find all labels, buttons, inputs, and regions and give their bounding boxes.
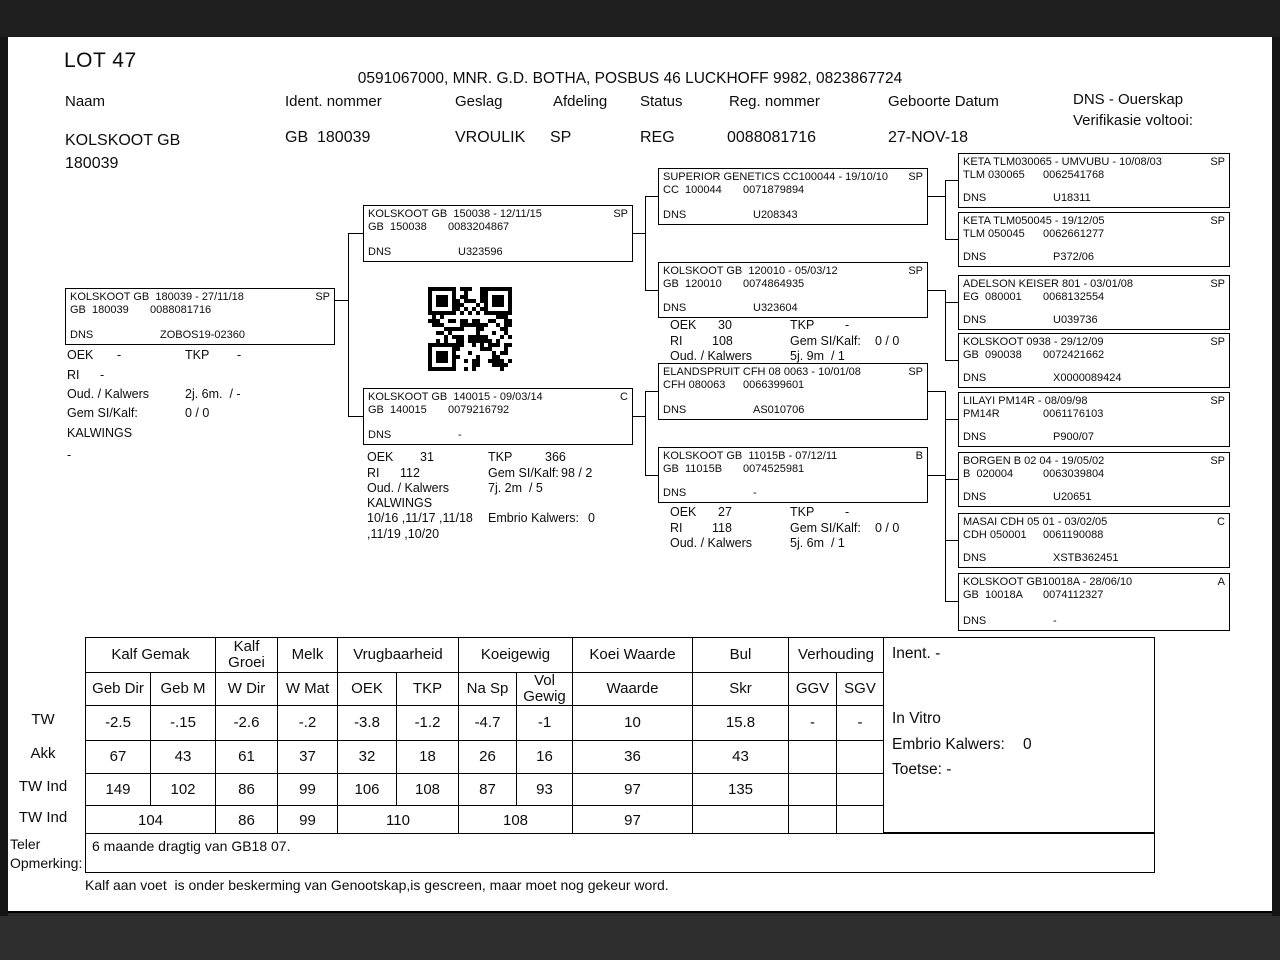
kalwings-value-line2: ,11/19 ,10/20 <box>367 527 440 541</box>
cell: 110 <box>338 806 459 837</box>
tkp-value: - <box>845 318 850 332</box>
teler-label-line2: Opmerking: <box>10 855 83 871</box>
cell: 149 <box>86 774 151 806</box>
cell: 108 <box>397 774 459 806</box>
cell: 99 <box>278 774 338 806</box>
dns-label: DNS <box>663 209 687 221</box>
status-value: REG <box>640 129 675 146</box>
pedigree-box-ggp4 <box>958 333 1230 388</box>
cell: 43 <box>693 741 789 774</box>
status-code: SP <box>908 171 923 183</box>
ri-value: - <box>100 368 105 382</box>
dns-value: P372/06 <box>1053 251 1094 263</box>
cell: -3.8 <box>338 706 397 741</box>
dns-label: DNS <box>963 431 987 443</box>
dns-label: DNS <box>663 302 687 314</box>
connector-line <box>945 290 946 361</box>
dns-value: P900/07 <box>1053 431 1094 443</box>
afdeling-label: Afdeling <box>553 93 608 110</box>
cell: -4.7 <box>459 706 517 741</box>
ri-value: 112 <box>400 466 420 480</box>
gem-si-kalf-value: 0 / 0 <box>875 334 900 348</box>
connector-line <box>645 290 658 291</box>
dns-label: DNS <box>963 314 987 326</box>
connector-line <box>348 416 363 417</box>
animal-id: GB 150038 <box>368 221 427 233</box>
embrio-kalwers-value: 0 <box>1023 736 1032 753</box>
subheader-sgv: SGV <box>837 673 884 706</box>
oek-value: - <box>117 348 122 362</box>
dns-value: AS010706 <box>753 404 805 416</box>
animal-id: TLM 050045 <box>963 228 1025 240</box>
status-code: SP <box>1210 215 1225 227</box>
cell: 61 <box>216 741 278 774</box>
tkp-label: TKP <box>790 318 815 332</box>
tkp-value: 366 <box>545 450 566 464</box>
gem-si-kalf-label: Gem SI/Kalf: <box>790 521 861 535</box>
cell: 106 <box>338 774 397 806</box>
connector-line <box>945 391 946 480</box>
oek-value: 31 <box>420 450 434 464</box>
cell <box>789 741 837 774</box>
animal-title: KETA TLM030065 - UMVUBU - 10/08/03 <box>963 156 1162 168</box>
dns-ouerskap-label-line1: DNS - Ouerskap <box>1073 91 1184 108</box>
status-code: SP <box>1210 336 1225 348</box>
cell: -.15 <box>151 706 216 741</box>
gem-si-kalf-label: Gem SI/Kalf: <box>67 406 138 420</box>
oek-value: 27 <box>718 505 732 519</box>
connector-line <box>945 540 958 541</box>
status-code: SP <box>908 366 923 378</box>
dns-label: DNS <box>368 246 392 258</box>
kalwings-label: KALWINGS <box>367 496 433 510</box>
gem-si-kalf-label: Gem SI/Kalf: <box>790 334 861 348</box>
table-row-tw <box>86 706 884 741</box>
animal-id: CC 100044 <box>663 184 722 196</box>
geboorte-datum-value: 27-NOV-18 <box>888 129 969 146</box>
toetse-text: Toetse: - <box>892 761 952 778</box>
inent-text: Inent. - <box>892 645 941 662</box>
animal-reg: 0088081716 <box>150 304 212 316</box>
cell <box>789 806 837 837</box>
table-row-tw-ind-summary <box>86 806 884 837</box>
animal-id: GB 090038 <box>963 349 1022 361</box>
oud-kalwers-value: 2j. 6m. / - <box>185 387 241 401</box>
animal-id: GB 140015 <box>368 404 427 416</box>
status-code: SP <box>1210 156 1225 168</box>
animal-id: TLM 030065 <box>963 169 1025 181</box>
dns-value: U20651 <box>1053 491 1092 503</box>
status-code: SP <box>315 291 330 303</box>
group-bul: Bul <box>693 638 789 673</box>
qr-code <box>427 286 513 372</box>
animal-title: KOLSKOOT GB 120010 - 05/03/12 <box>663 265 838 277</box>
subheader-geb-m: Geb M <box>151 673 216 706</box>
animal-id: B 020004 <box>963 468 1014 480</box>
teler-label-line1: Teler <box>10 836 41 852</box>
status-code: C <box>620 391 628 403</box>
dns-label: DNS <box>963 251 987 263</box>
cell: 32 <box>338 741 397 774</box>
tkp-value: - <box>237 348 242 362</box>
ident-label: Ident. nommer <box>285 93 382 110</box>
connector-line <box>945 180 946 240</box>
row-label-tw: TW <box>31 711 55 728</box>
cell: 102 <box>151 774 216 806</box>
animal-reg: 0062541768 <box>1043 169 1105 181</box>
connector-line <box>945 180 958 181</box>
animal-id: GB 10018A <box>963 589 1023 601</box>
ri-label: RI <box>67 368 80 382</box>
ri-label: RI <box>367 466 380 480</box>
animal-id: GB 120010 <box>663 278 722 290</box>
connector-line <box>645 391 658 392</box>
group-melk: Melk <box>278 638 338 673</box>
group-koeigewig: Koeigewig <box>459 638 573 673</box>
cell: 26 <box>459 741 517 774</box>
animal-reg: 0061190088 <box>1043 529 1104 541</box>
cell: 97 <box>573 806 693 837</box>
cell: 99 <box>278 806 338 837</box>
embrio-kalwers-value: 0 <box>588 511 595 525</box>
right-black-edge <box>1272 37 1280 916</box>
connector-line <box>348 233 349 417</box>
reg-nommer-value: 0088081716 <box>727 129 816 146</box>
row-label-tw-ind-2: TW Ind <box>18 809 68 826</box>
pedigree-box-ggp3 <box>958 275 1230 330</box>
dns-value: XSTB362451 <box>1053 552 1119 564</box>
cell <box>789 774 837 806</box>
animal-reg: 0072421662 <box>1043 349 1105 361</box>
table-row-tw-ind <box>86 774 884 806</box>
status-code: B <box>915 450 923 462</box>
cell: 10 <box>573 706 693 741</box>
dns-value: ZOBOS19-02360 <box>160 329 245 341</box>
cell: 16 <box>517 741 573 774</box>
oek-label: OEK <box>367 450 394 464</box>
animal-id: GB 180039 <box>70 304 129 316</box>
dns-value: - <box>458 429 462 441</box>
connector-line <box>928 475 946 476</box>
subheader-vol-gewig: Vol Gewig <box>517 673 573 706</box>
pedigree-box-gp3 <box>658 363 928 420</box>
pedigree-box-ggp1 <box>958 153 1230 208</box>
animal-title: KOLSKOOT GB10018A - 28/06/10 <box>963 576 1133 588</box>
pedigree-box-ggp5 <box>958 392 1230 447</box>
subheader-na-sp: Na Sp <box>459 673 517 706</box>
row-label-tw-ind: TW Ind <box>18 778 68 795</box>
dns-value: U039736 <box>1053 314 1098 326</box>
animal-reg: 0071879894 <box>743 184 805 196</box>
geboorte-datum-label: Geboorte Datum <box>888 93 999 110</box>
dns-value: U323596 <box>458 246 503 258</box>
cell: -2.5 <box>86 706 151 741</box>
connector-line <box>945 419 958 420</box>
dns-label: DNS <box>963 372 987 384</box>
oud-kalwers-label: Oud. / Kalwers <box>67 387 149 401</box>
dns-label: DNS <box>70 329 94 341</box>
lot-number: LOT 47 <box>64 49 137 72</box>
connector-line <box>645 196 646 291</box>
table-subheader-row <box>86 673 884 706</box>
cell <box>837 774 884 806</box>
animal-title: KOLSKOOT GB 11015B - 07/12/11 <box>663 450 838 462</box>
kalwings-value: - <box>67 448 72 462</box>
cell: -1.2 <box>397 706 459 741</box>
cell: 43 <box>151 741 216 774</box>
ident-value: GB 180039 <box>285 129 371 146</box>
dns-label: DNS <box>963 615 987 627</box>
group-vrugbaarheid: Vrugbaarheid <box>338 638 459 673</box>
oud-kalwers-label: Oud. / Kalwers <box>670 536 752 550</box>
animal-id: CFH 080063 <box>663 379 726 391</box>
animal-title: SUPERIOR GENETICS CC100044 - 19/10/10 <box>663 171 888 183</box>
tkp-label: TKP <box>488 450 513 464</box>
cell: 93 <box>517 774 573 806</box>
status-code: SP <box>1210 455 1225 467</box>
tkp-label: TKP <box>185 348 210 362</box>
kalwings-value-line1: 10/16 ,11/17 ,11/18 <box>367 511 473 525</box>
animal-title: KOLSKOOT GB 180039 - 27/11/18 <box>70 291 244 303</box>
subheader-oek: OEK <box>338 673 397 706</box>
table-row-akk <box>86 741 884 774</box>
animal-title: KOLSKOOT 0938 - 29/12/09 <box>963 336 1104 348</box>
oud-kalwers-label: Oud. / Kalwers <box>367 481 449 495</box>
group-koei-waarde: Koei Waarde <box>573 638 693 673</box>
oud-kalwers-value: 5j. 6m / 1 <box>790 536 845 550</box>
cell: 135 <box>693 774 789 806</box>
subheader-waarde: Waarde <box>573 673 693 706</box>
ri-value: 108 <box>712 334 733 348</box>
animal-reg: 0074864935 <box>743 278 805 290</box>
oud-kalwers-value: 7j. 2m / 5 <box>488 481 543 495</box>
dns-value: U18311 <box>1053 192 1091 204</box>
dns-label: DNS <box>663 404 687 416</box>
animal-reg: 0063039804 <box>1043 468 1105 480</box>
pedigree-box-gp1 <box>658 168 928 225</box>
connector-line <box>945 239 958 240</box>
group-verhouding: Verhouding <box>789 638 884 673</box>
status-code: SP <box>1210 278 1225 290</box>
embrio-kalwers-label: Embrio Kalwers: <box>892 736 1005 753</box>
oek-value: 30 <box>718 318 732 332</box>
group-kalf-gemak: Kalf Gemak <box>86 638 216 673</box>
gem-si-kalf-value: 0 / 0 <box>185 406 210 420</box>
status-code: A <box>1217 576 1225 588</box>
animal-title: KOLSKOOT GB 150038 - 12/11/15 <box>368 208 542 220</box>
dns-value: U208343 <box>753 209 798 221</box>
ri-label: RI <box>670 334 683 348</box>
subheader-tkp: TKP <box>397 673 459 706</box>
cell: 86 <box>216 806 278 837</box>
status-label: Status <box>640 93 683 110</box>
teler-remark-text: 6 maande dragtig van GB18 07. <box>92 838 291 854</box>
cell: 104 <box>86 806 216 837</box>
animal-title: LILAYI PM14R - 08/09/98 <box>963 395 1088 407</box>
connector-line <box>928 391 946 392</box>
cell: -.2 <box>278 706 338 741</box>
cell <box>837 806 884 837</box>
connector-line <box>645 196 658 197</box>
connector-line <box>645 475 658 476</box>
animal-id: CDH 050001 <box>963 529 1027 541</box>
subheader-skr: Skr <box>693 673 789 706</box>
connector-line <box>645 391 646 476</box>
animal-reg: 0068132554 <box>1043 291 1105 303</box>
footnote-text: Kalf aan voet is onder beskerming van Genootskap,is gescreen, maar moet nog gekeur word. <box>85 877 669 893</box>
animal-title: KETA TLM050045 - 19/12/05 <box>963 215 1105 227</box>
naam-label: Naam <box>65 93 106 110</box>
animal-reg: 0083204867 <box>448 221 510 233</box>
dns-label: DNS <box>963 552 987 564</box>
dns-value: X0000089424 <box>1053 372 1122 384</box>
dns-value: U323604 <box>753 302 798 314</box>
subheader-w-mat: W Mat <box>278 673 338 706</box>
connector-line <box>348 233 363 234</box>
connector-line <box>928 196 946 197</box>
dns-label: DNS <box>963 192 987 204</box>
left-black-edge <box>0 37 8 916</box>
row-label-akk: Akk <box>30 745 56 762</box>
cell: 18 <box>397 741 459 774</box>
gem-si-kalf-value: 98 / 2 <box>561 466 593 480</box>
animal-title: ELANDSPRUIT CFH 08 0063 - 10/01/08 <box>663 366 861 378</box>
cell: 86 <box>216 774 278 806</box>
cell: -2.6 <box>216 706 278 741</box>
table-group-header-row <box>86 638 884 673</box>
status-code: C <box>1217 516 1225 528</box>
animal-reg: 0062661277 <box>1043 228 1105 240</box>
tkp-label: TKP <box>790 505 815 519</box>
cell: - <box>837 706 884 741</box>
animal-reg: 0066399601 <box>743 379 805 391</box>
cell: 36 <box>573 741 693 774</box>
animal-reg: 0074112327 <box>1043 589 1104 601</box>
embrio-kalwers-label: Embrio Kalwers: <box>488 511 579 525</box>
animal-id: GB 11015B <box>663 463 723 475</box>
dns-label: DNS <box>368 429 392 441</box>
cell: 37 <box>278 741 338 774</box>
status-code: SP <box>908 265 923 277</box>
pedigree-box-gp4 <box>658 447 928 503</box>
animal-id: PM14R <box>963 408 1000 420</box>
animal-title: BORGEN B 02 04 - 19/05/02 <box>963 455 1105 467</box>
cell: 108 <box>459 806 573 837</box>
connector-line <box>945 360 958 361</box>
bottom-black-bar <box>0 916 1280 960</box>
cell: -1 <box>517 706 573 741</box>
connector-line <box>945 475 946 602</box>
pedigree-box-ggp8 <box>958 573 1230 631</box>
naam-value: KOLSKOOT GB 180039 <box>65 132 181 172</box>
owner-line: 0591067000, MNR. G.D. BOTHA, POSBUS 46 LUCKHOFF 9982, 0823867724 <box>357 70 903 87</box>
pedigree-box-subject <box>65 288 335 345</box>
animal-reg: 0074525981 <box>743 463 805 475</box>
cell: 97 <box>573 774 693 806</box>
pedigree-box-dam <box>363 388 633 445</box>
page-bottom-rule <box>8 911 1272 913</box>
geslag-value: VROULIK <box>455 129 526 146</box>
cell <box>837 741 884 774</box>
connector-line <box>945 302 958 303</box>
subheader-w-dir: W Dir <box>216 673 278 706</box>
animal-title: ADELSON KEISER 801 - 03/01/08 <box>963 278 1133 290</box>
pedigree-box-ggp6 <box>958 452 1230 507</box>
in-vitro-text: In Vitro <box>892 710 941 727</box>
oek-label: OEK <box>670 505 697 519</box>
pedigree-box-ggp7 <box>958 513 1230 568</box>
dns-value: - <box>1053 615 1057 627</box>
reg-nommer-label: Reg. nommer <box>729 93 820 110</box>
top-black-bar <box>0 0 1280 37</box>
inent-panel <box>883 637 1155 833</box>
connector-line <box>945 601 958 602</box>
status-code: SP <box>613 208 628 220</box>
cell: 87 <box>459 774 517 806</box>
oek-label: OEK <box>67 348 94 362</box>
oud-kalwers-label: Oud. / Kalwers <box>670 349 752 363</box>
pedigree-box-sire <box>363 205 633 262</box>
connector-line <box>928 290 946 291</box>
animal-title: KOLSKOOT GB 140015 - 09/03/14 <box>368 391 543 403</box>
animal-reg: 0061176103 <box>1043 408 1104 420</box>
afdeling-value: SP <box>550 129 572 146</box>
gem-si-kalf-label: Gem SI/Kalf: <box>488 466 559 480</box>
dns-label: DNS <box>963 491 987 503</box>
gem-si-kalf-value: 0 / 0 <box>875 521 900 535</box>
cell: 15.8 <box>693 706 789 741</box>
animal-id: EG 080001 <box>963 291 1022 303</box>
dns-value: - <box>753 487 757 499</box>
animal-reg: 0079216792 <box>448 404 510 416</box>
oud-kalwers-value: 5j. 9m / 1 <box>790 349 845 363</box>
status-code: SP <box>1210 395 1225 407</box>
cell: 67 <box>86 741 151 774</box>
tkp-value: - <box>845 505 850 519</box>
ri-value: 118 <box>712 521 732 535</box>
ebv-table <box>85 637 884 837</box>
animal-title: MASAI CDH 05 01 - 03/02/05 <box>963 516 1108 528</box>
connector-line <box>335 300 349 301</box>
kalwings-label: KALWINGS <box>67 426 133 440</box>
subheader-ggv: GGV <box>789 673 837 706</box>
cell <box>693 806 789 837</box>
geslag-label: Geslag <box>455 93 503 110</box>
pedigree-box-gp2 <box>658 262 928 318</box>
connector-line <box>945 479 958 480</box>
pedigree-box-ggp2 <box>958 212 1230 267</box>
dns-ouerskap-label-line2: Verifikasie voltooi: <box>1073 112 1194 129</box>
oek-label: OEK <box>670 318 697 332</box>
ri-label: RI <box>670 521 683 535</box>
group-kalf-groei: Kalf Groei <box>216 638 278 673</box>
dns-label: DNS <box>663 487 687 499</box>
cell: - <box>789 706 837 741</box>
subheader-geb-dir: Geb Dir <box>86 673 151 706</box>
